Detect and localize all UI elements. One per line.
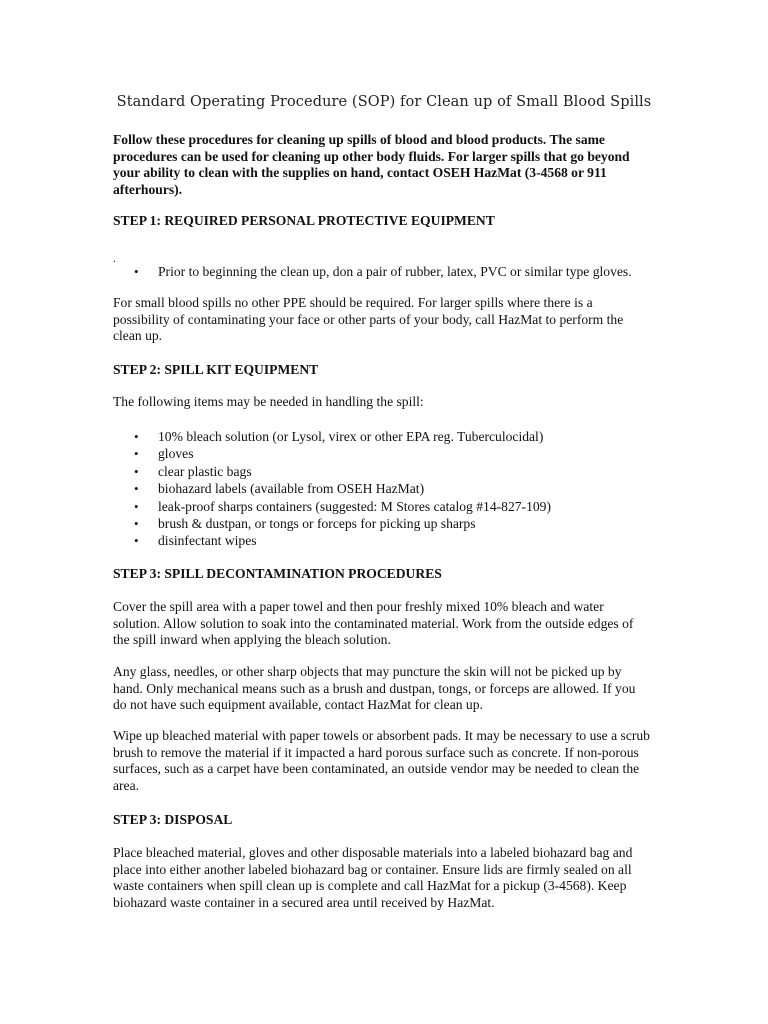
step1-bullet-list bbox=[113, 263, 653, 280]
step2-intro: The following items may be needed in handling the spill: bbox=[113, 394, 424, 409]
step1-paragraph: For small blood spills no other PPE should be required. For larger spills where there is a possibility of contaminating your face or other parts of your body, call HazMat to perform the clean up. bbox=[113, 295, 624, 344]
list-item: • disinfectant wipes bbox=[113, 532, 653, 549]
list-item: • brush & dustpan, or tongs or forceps for picking up sharps bbox=[113, 515, 653, 532]
list-item: • gloves bbox=[113, 445, 653, 462]
document-title: Standard Operating Procedure (SOP) for Clean up of Small Blood Spills bbox=[116, 94, 652, 110]
step3-paragraph-1: Cover the spill area with a paper towel and then pour freshly mixed 10% bleach and water solution. Allow solution to soak into the contaminated material. Work from the outside edges of the spill inward when applying the bleach solution. bbox=[113, 599, 634, 648]
list-item: • biohazard labels (available from OSEH HazMat) bbox=[113, 480, 653, 497]
step2-heading: STEP 2: SPILL KIT EQUIPMENT bbox=[113, 362, 319, 377]
disposal-paragraph: Place bleached material, gloves and other disposable materials into a labeled biohazard bag and place into either another labeled biohazard bag or container. Ensure lids are firmly sealed on all waste containers when spill clean up is complete and call HazMat for a pickup (3-4568). Keep biohazard waste container in a secured area until received by HazMat. bbox=[113, 845, 633, 910]
list-item: • 10% bleach solution (or Lysol, virex or other EPA reg. Tuberculocidal) bbox=[113, 428, 653, 445]
list-item: • clear plastic bags bbox=[113, 463, 653, 480]
step3-paragraph-3: Wipe up bleached material with paper towels or absorbent pads. It may be necessary to use a scrub brush to remove the material if it impacted a hard porous surface such as concrete. If non-porous surfaces, such as a carpet have been contaminated, an outside vendor may be needed to clean the area. bbox=[113, 728, 650, 793]
stray-mark: . bbox=[113, 251, 116, 265]
step3-paragraph-2: Any glass, needles, or other sharp objects that may puncture the skin will not be picked up by hand. Only mechanical means such as a brush and dustpan, tongs, or forceps are allowed. If you do not have such equipment available, contact HazMat for clean up. bbox=[113, 664, 636, 713]
intro-paragraph: Follow these procedures for cleaning up spills of blood and blood products. The same procedures can be used for cleaning up other body fluids. For larger spills that go beyond your ability to clean with the supplies on hand, contact OSEH HazMat (3-4568 or 911 afterhours). bbox=[113, 132, 630, 197]
step3-disposal-heading: STEP 3: DISPOSAL bbox=[113, 812, 233, 827]
list-item: • leak-proof sharps containers (suggested: M Stores catalog #14-827-109) bbox=[113, 498, 653, 515]
step3-decontamination-heading: STEP 3: SPILL DECONTAMINATION PROCEDURES bbox=[113, 566, 442, 581]
step2-bullet-list bbox=[113, 428, 653, 550]
list-item: • Prior to beginning the clean up, don a pair of rubber, latex, PVC or similar type gloves. bbox=[113, 263, 653, 280]
step1-heading: STEP 1: REQUIRED PERSONAL PROTECTIVE EQUIPMENT bbox=[113, 213, 495, 228]
